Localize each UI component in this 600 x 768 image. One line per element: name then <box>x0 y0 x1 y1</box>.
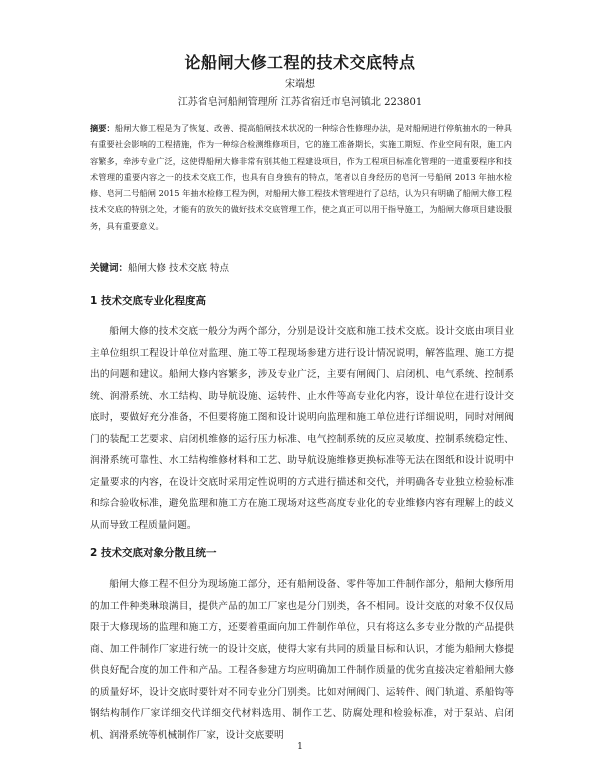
section-2-heading: 2 技术交底对象分散且统一 <box>90 547 217 559</box>
abstract-label: 摘要： <box>90 123 115 133</box>
page-number: 1 <box>297 742 303 752</box>
section-1-paragraph: 船闸大修的技术交底一般分为两个部分，分别是设计交底和施工技术交底。设计交底由项目业主单位组织工程设计单位对监理、施工等工程现场参建方进行设计情况说明，解答监理、施工方提出的问题和建议。船闸大修内容繁多，涉及专业广泛，主要有闸阀门、启闭机、电气系统、控制系统、润滑系统、水工结构、助导航设施、运转件、止水件等高专业化内容，设计单位在进行设计交底时，要做好充分准备，不但要将施工图和设计说明向监理和施工单位进行详细说明，同时对闸阀门的装配工艺要求、启闭机维修的运行压力标准、电气控制系统的反应灵敏度、控制系统稳定性、润滑系统可靠性、水工结构维修材料和工艺、助导航设施维修更换标准等无法在图纸和设计说明中定量要求的内容，在设计交底时采用定性说明的方式进行描述和交代，并明确各专业独立检验标准和综合验收标准，避免监理和施工方在施工现场对这些高度专业化的专业维修内容有理解上的歧义从而导致工程质量问题。 <box>90 326 514 531</box>
author-affiliation: 江苏省皂河船闸管理所 江苏省宿迁市皂河镇北 223801 <box>177 97 423 108</box>
paper-title: 论船闸大修工程的技术交底特点 <box>184 53 416 72</box>
keywords-text: 船闸大修 技术交底 特点 <box>128 263 230 274</box>
author-name: 宋端想 <box>285 79 315 90</box>
section-2-paragraph: 船闸大修工程不但分为现场施工部分，还有船闸设备、零件等加工件制作部分，船闸大修所用的加工件种类琳琅满目，提供产品的加工厂家也是分门别类，各不相同。设计交底的对象不仅仅局限于大修现场的监理和施工方，还要着重面向加工件制作单位，只有将这么多专业分散的产品提供商、加工件制作厂家进行统一的设计交底，使得大家有共同的质量目标和认识，才能为船闸大修提供良好配合度的加工件和产品。工程各参建方均应明确加工件制作质量的优劣直接决定着船闸大修的质量好坏，设计交底时要针对不同专业分门别类。比如对闸阀门、运转件、阀门轨道、系船钩等钢结构制作厂家详细交代详细交代材料选用、制作工艺、防腐处理和检验标准，对于泵站、启闭机、润滑系统等机械制作厂家，设计交底要明 <box>90 579 514 741</box>
keywords-label: 关键词： <box>90 263 129 274</box>
keywords <box>90 260 512 274</box>
abstract-text: 船闸大修工程是为了恢复、改善、提高船闸技术状况的一种综合性修理办法，是对船闸进行停航抽水的一种具有重要社会影响的工程措施，作为一种综合检测维修项目，它的施工准备期长，实施工期短、作业空间有限，施工内容繁多，牵涉专业广泛，这使得船闸大修非常有别其他工程建设项目，作为工程项目标准化管理的一道重要程序和技术管理的重要内容之一的技术交底工作，也具有自身独有的特点，笔者以自身经历的皂河一号船闸 2013 年抽水检修、皂河二号船闸 2015 年抽水检修工程为例，对船闸大修工程技术管理进行了总结，认为只有明确了船闸大修工程技术交底的特别之处，才能有的放矢的做好技术交底管理工作，使之真正可以用于指导施工，为船闸大修项目建设服务，具有重要意义。 <box>90 123 512 231</box>
section-1-heading: 1 技术交底专业化程度高 <box>90 295 206 307</box>
abstract <box>90 120 512 234</box>
